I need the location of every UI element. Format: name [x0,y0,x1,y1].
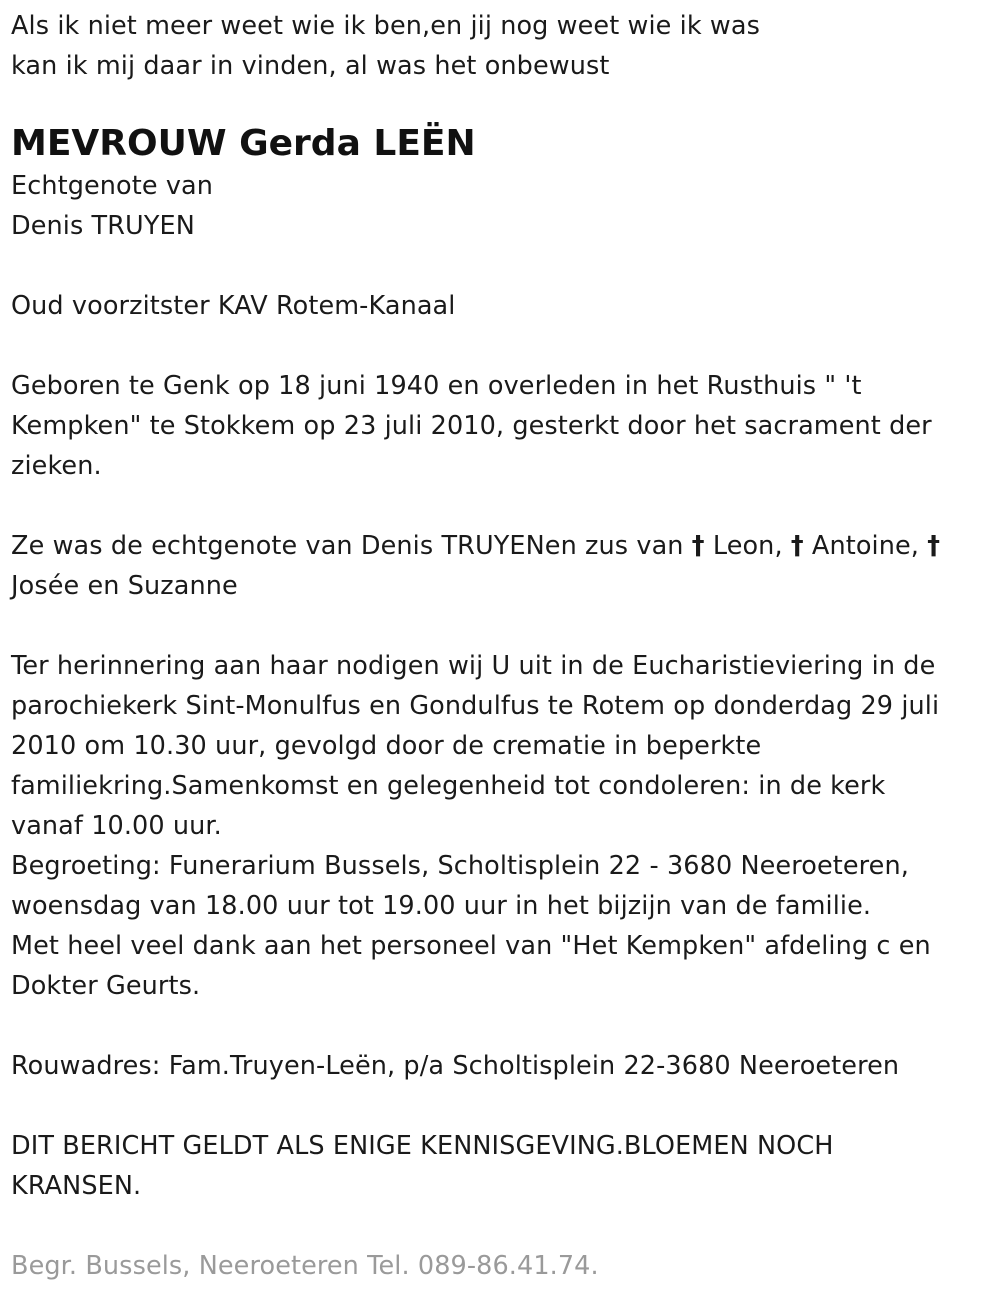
family-text-b: Leon, [704,531,791,561]
spacer [11,1086,986,1126]
quote-line-1: Als ik niet meer weet wie ik ben,en jij nog weet wie ik was [11,11,760,41]
ceremony-line-2: parochiekerk Sint-Monulfus en Gondulfus te Rotem op donderdag 29 juli [11,691,940,721]
spouse-block [11,166,986,246]
ceremony-line-6: Begroeting: Funerarium Bussels, Scholtisplein 22 - 3680 Neeroeteren, [11,851,909,881]
ceremony-line-7: woensdag van 18.00 uur tot 19.00 uur in het bijzijn van de familie. [11,891,872,921]
spouse-line-1: Echtgenote van [11,171,214,201]
birth-death-line-3: zieken. [11,451,102,481]
mourning-address: Rouwadres: Fam.Truyen-Leën, p/a Scholtisplein 22-3680 Neeroeteren [11,1051,900,1081]
cross-icon: † [691,531,705,561]
cross-icon: † [927,531,941,561]
birth-death-line-2: Kempken" te Stokkem op 23 juli 2010, gesterkt door het sacrament der [11,411,932,441]
family-paragraph [11,526,986,606]
ceremony-line-4: familiekring.Samenkomst en gelegenheid tot condoleren: in de kerk [11,771,886,801]
spacer [11,326,986,366]
cross-icon: † [790,531,804,561]
spacer [11,486,986,526]
spacer [11,246,986,286]
notice-line-2: KRANSEN. [11,1171,142,1201]
birth-death-line-1: Geboren te Genk op 18 juni 1940 en overleden in het Rusthuis " 't [11,371,862,401]
ceremony-line-9: Dokter Geurts. [11,971,201,1001]
ceremony-line-8: Met heel veel dank aan het personeel van "Het Kempken" afdeling c en [11,931,931,961]
family-line-1 [11,526,986,566]
family-line-2: Josée en Suzanne [11,571,238,601]
quote-line-2: kan ik mij daar in vinden, al was het onbewust [11,51,610,81]
ceremony-line-1: Ter herinnering aan haar nodigen wij U uit in de Eucharistieviering in de [11,651,936,681]
ceremony-line-3: 2010 om 10.30 uur, gevolgd door de crematie in beperkte [11,731,762,761]
funeral-home-footer: Begr. Bussels, Neeroeteren Tel. 089-86.41.74. [11,1251,599,1281]
deceased-name: MEVROUW Gerda LEËN [11,123,476,164]
spacer [11,606,986,646]
role-line: Oud voorzitster KAV Rotem-Kanaal [11,291,456,321]
notice-paragraph [11,1126,986,1206]
ceremony-line-5: vanaf 10.00 uur. [11,811,222,841]
notice-line-1: DIT BERICHT GELDT ALS ENIGE KENNISGEVING.BLOEMEN NOCH [11,1131,834,1161]
family-text-c: Antoine, [803,531,928,561]
spouse-line-2: Denis TRUYEN [11,211,195,241]
obituary-notice [11,6,986,1286]
spacer [11,1006,986,1046]
birth-death-paragraph [11,366,986,486]
opening-quote [11,6,986,86]
family-text-a: Ze was de echtgenote van Denis TRUYENen zus van [11,531,692,561]
spacer [11,1206,986,1246]
ceremony-paragraph [11,646,986,1006]
